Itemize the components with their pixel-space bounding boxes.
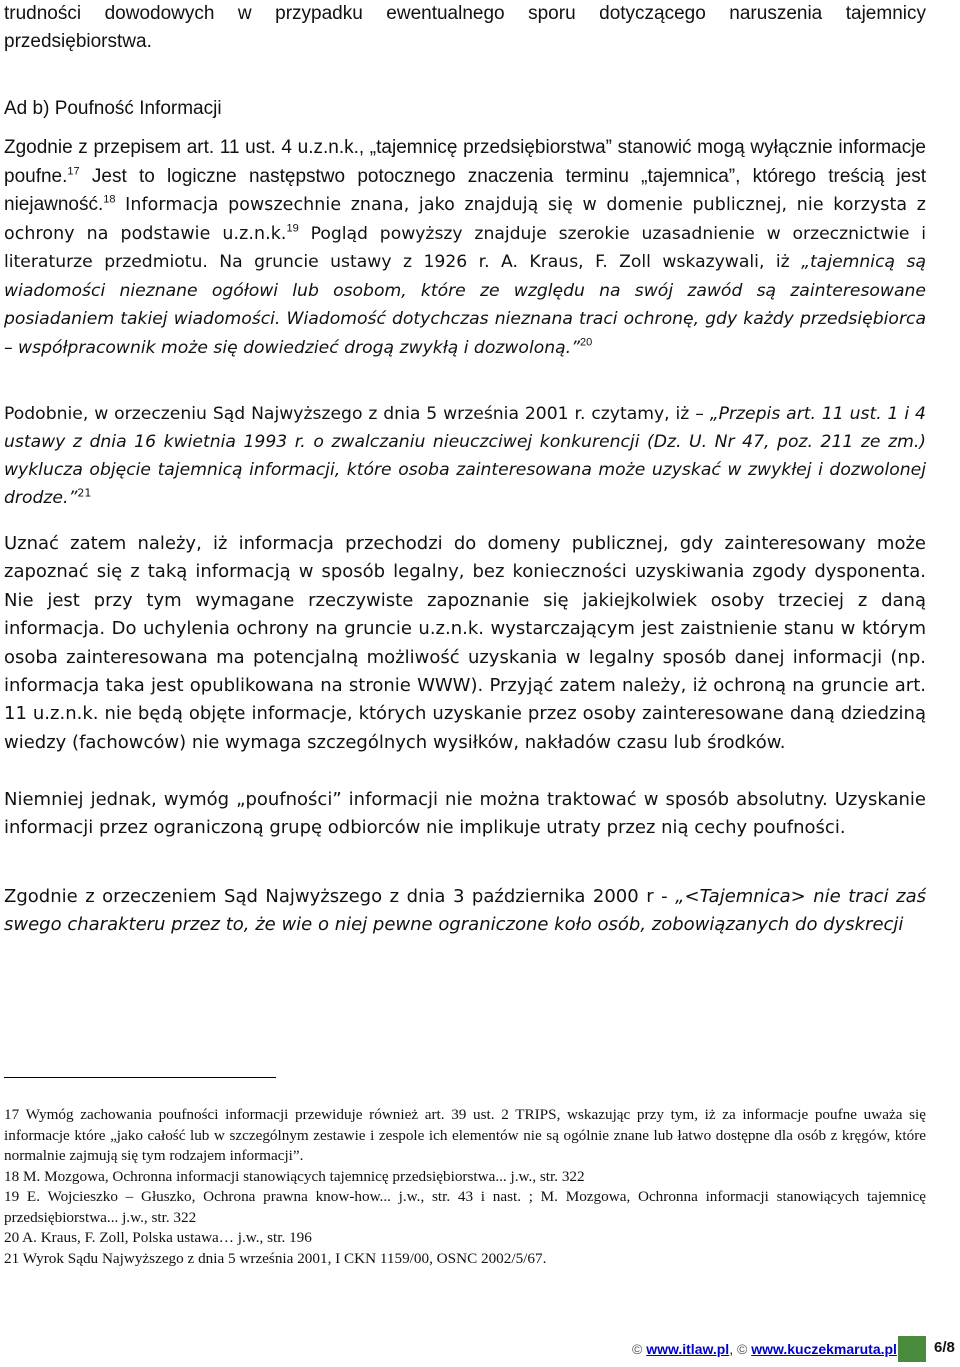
p3-text: Uznać zatem należy, iż informacja przechodzi do domeny publicznej, gdy zainteresowany może zapoznać się z taką informacją w sposób legalny, bez konieczności uzyskiwania zgody dysponenta. Nie jest przy tym wymagane rzeczywiste zapoznanie się jakiejkolwiek osoby trzeciej z daną informacja. Do uchylenia ochrony na gruncie u.z.n.k. wystarczającym jest zaistnienie stanu w którym osoba zainteresowana ma potencjalną możliwość uzyskania w legalny sposób danej informacji (np. informacja taka jest opublikowana na stronie WWW). Przyjąć zatem należy, iż ochroną na gruncie art. 11 u.z.n.k. nie będą objęte informacje, których uzyskanie przez osoby zainteresowane daną dziedziną wiedzy (fachowców) nie wymaga szczególnych wysiłków, nakładów czasu lub środków.: [4, 533, 926, 753]
p1-part1: Zgodnie z przepisem art. 11 ust. 4 u.z.n.k., „tajemnicę przedsiębiorstwa” stanowić mogą wyłącznie informacje poufne.: [4, 137, 926, 187]
p4-text: Niemniej jednak, wymóg „poufności” informacji nie można traktować w sposób absolutny. Uzyskanie informacji przez ograniczoną grupę odbiorców nie implikuje utraty przez nią cechy poufności.: [4, 789, 926, 839]
footnote-ref-17[interactable]: 17: [67, 165, 80, 178]
intro-paragraph: [4, 0, 926, 56]
paragraph-absolute: [4, 786, 926, 843]
paragraph-supreme-court-2000: [4, 883, 926, 940]
footnote-18: 18 M. Mozgowa, Ochronna informacji stanowiących tajemnicę przedsiębiorstwa... j.w., str. 322: [4, 1167, 585, 1185]
footnotes: [4, 1105, 926, 1269]
p5-quote: „<Tajemnica> nie traci zaś swego charakteru przez to, że wie o niej pewne ograniczone koło osób, zobowiązanych do dyskrecji: [4, 886, 926, 936]
intro-text: trudności dowodowych w przypadku ewentualnego sporu dotyczącego naruszenia tajemnicy przedsiębiorstwa.: [4, 3, 926, 52]
footnote-ref-20[interactable]: 20: [580, 336, 593, 349]
link-kuczekmaruta[interactable]: www.kuczekmaruta.pl: [751, 1341, 897, 1357]
p1-quote: „tajemnicą są wiadomości nieznane ogółowi lub osobom, które ze względu na swój zawód są zainteresowane posiadaniem takiej wiadomości. Wiadomość dotychczas nieznana traci ochronę, gdy każdy przedsiębiorca – współpracownik może się dowiedzieć drogą zwykłą i dozwoloną.”: [4, 252, 927, 358]
p1-part3: Informacja powszechnie znana, jako znajdują się w domenie publicznej, nie korzysta z ochrony na podstawie u.z.n.k.: [4, 195, 926, 244]
copyright-icon: ©: [736, 1341, 748, 1357]
footnote-20: 20 A. Kraus, F. Zoll, Polska ustawa… j.w., str. 196: [4, 1229, 312, 1246]
footer-separator: ,: [729, 1341, 737, 1357]
page-number: 6/8: [934, 1339, 955, 1356]
link-itlaw[interactable]: www.itlaw.pl: [646, 1341, 730, 1357]
footnote-17: 17 Wymóg zachowania poufności informacji przewiduje również art. 39 ust. 2 TRIPS, wskazując przy tym, iż za informacje poufne uważa się informacje które „jako całość lub w szczególnym zestawie i zespole ich elementów nie są ogólnie znane lub łatwo dostępne dla osób z kręgów, które normalnie zajmują się tym rodzajem informacji”.: [4, 1106, 926, 1164]
paragraph-confidentiality: [4, 134, 926, 362]
page-footer: [600, 1336, 960, 1366]
footer-links: [632, 1341, 897, 1357]
footnote-ref-18[interactable]: 18: [103, 193, 116, 206]
paragraph-supreme-court-2001: [4, 400, 926, 512]
p1-part2: Jest to logiczne następstwo potocznego znaczenia terminu „tajemnica”, którego treścią jest niejawność.: [4, 165, 926, 215]
footnote-ref-21[interactable]: 21: [77, 486, 92, 500]
paragraph-public-domain: [4, 530, 926, 757]
section-heading-text: Ad b) Poufność Informacji: [4, 98, 222, 119]
section-heading: [4, 98, 222, 120]
footnote-separator: [4, 1077, 276, 1078]
p2-quote: „Przepis art. 11 ust. 1 i 4 ustawy z dnia 16 kwietnia 1993 r. o zwalczaniu nieuczciwej konkurencji (Dz. U. Nr 47, poz. 211 ze zm.) wyklucza objęcie tajemnicą informacji, które osoba zainteresowana może uzyskać w zwykłej i dozwolonej drodze.”: [4, 404, 926, 508]
p1-part4: Pogląd powyższy znajduje szerokie uzasadnienie w orzecznictwie i literaturze przedmiotu. Na gruncie ustawy z 1926 r. A. Kraus, F. Zoll wskazywali, iż: [4, 223, 926, 272]
footnote-21: 21 Wyrok Sądu Najwyższego z dnia 5 września 2001, I CKN 1159/00, OSNC 2002/5/67.: [4, 1249, 547, 1267]
footnote-19: 19 E. Wojcieszko – Głuszko, Ochrona prawna know-how... j.w., str. 43 i nast. ; M. Mozgowa, Ochronna informacji stanowiących tajemnicę przedsiębiorstwa... j.w., str. 322: [4, 1188, 926, 1226]
p5-text: Zgodnie z orzeczeniem Sąd Najwyższego z dnia 3 października 2000 r -: [4, 886, 676, 907]
brand-square-icon: [898, 1336, 926, 1362]
footnote-ref-19[interactable]: 19: [286, 222, 299, 235]
copyright-icon: ©: [632, 1341, 643, 1357]
p2-text: Podobnie, w orzeczeniu Sąd Najwyższego z dnia 5 września 2001 r. czytamy, iż –: [4, 404, 710, 424]
